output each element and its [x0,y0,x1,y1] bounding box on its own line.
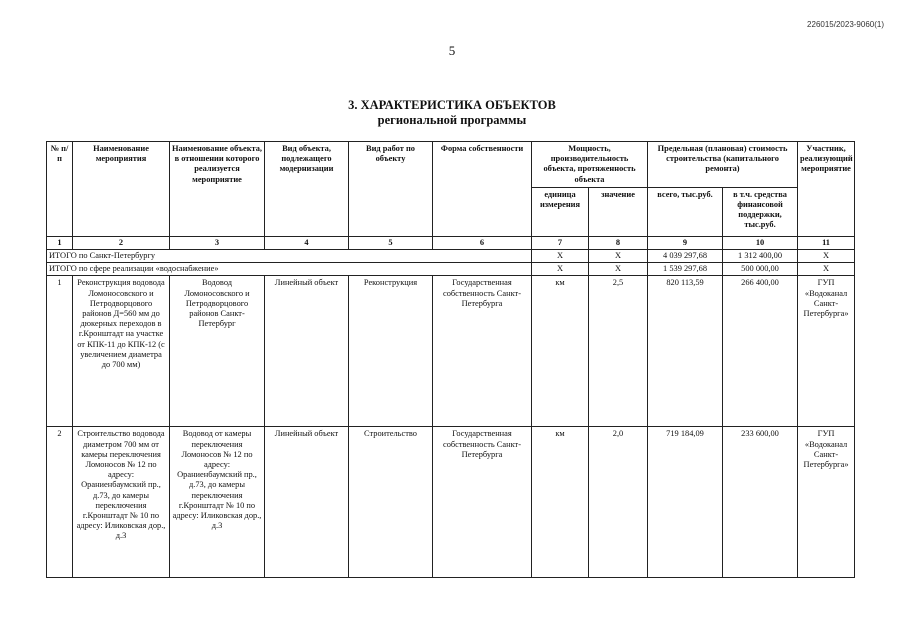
header-object-type: Вид объекта, подлежащего модернизации [265,142,349,237]
row-participant: ГУП «Водоканал Санкт-Петербурга» [798,427,855,578]
row-event: Строительство водовода диаметром 700 мм от камеры переключения Ломоносов № 12 по адресу: Ораниенбаумский пр., д.73, до камеры переключения г.Кронштадт № 10 по адресу: Иликовская дор., д.3 [73,427,170,578]
header-cost: Предельная (плановая) стоимость строительства (капитального ремонта) [648,142,798,188]
col-number: 2 [73,236,170,249]
header-capacity: Мощность, производительность объекта, протяженность объекта [532,142,648,188]
header-object-name: Наименование объекта, в отношении которого реализуется мероприятие [170,142,265,237]
header-total: всего, тыс.руб. [648,187,723,236]
title-line-1: 3. ХАРАКТЕРИСТИКА ОБЪЕКТОВ [348,98,556,112]
document-id: 226015/2023-9060(1) [807,20,884,29]
summary-total: 4 039 297,68 [648,250,723,263]
row-total: 820 113,59 [648,276,723,427]
row-event: Реконструкция водовода Ломоносовского и Петродворцового районов Д=560 мм до дюкерных переходов в г.Кронштадт на участке от КПК-11 до КПК-12 (с увеличением диаметра до 700 мм) [73,276,170,427]
header-participant: Участник, реализующий мероприятие [798,142,855,237]
summary-unit: X [532,250,589,263]
col-number: 10 [723,236,798,249]
row-object-type: Линейный объект [265,276,349,427]
row-support: 233 600,00 [723,427,798,578]
col-number: 8 [589,236,648,249]
row-object: Водовод Ломоносовского и Петродворцового районов Санкт-Петербург [170,276,265,427]
header-ownership: Форма собственности [433,142,532,237]
header-work-type: Вид работ по объекту [349,142,433,237]
row-participant: ГУП «Водоканал Санкт-Петербурга» [798,276,855,427]
row-object: Водовод от камеры переключения Ломоносов № 12 по адресу: Ораниенбаумский пр., д.73, до камеры переключения г.Кронштадт № 10 по адресу: Иликовская дор., д.3 [170,427,265,578]
row-ownership: Государственная собственность Санкт-Петербурга [433,427,532,578]
col-number: 1 [47,236,73,249]
col-number: 6 [433,236,532,249]
summary-unit: X [532,263,589,276]
row-work-type: Строительство [349,427,433,578]
summary-row-city [47,250,855,263]
row-num: 1 [47,276,73,427]
row-unit: км [532,276,589,427]
summary-total: 1 539 297,68 [648,263,723,276]
row-work-type: Реконструкция [349,276,433,427]
header-support: в т.ч. средства финансовой поддержки, тыс.руб. [723,187,798,236]
summary-participant: X [798,263,855,276]
summary-label: ИТОГО по сфере реализации «водоснабжение» [47,263,532,276]
row-value: 2,5 [589,276,648,427]
summary-support: 1 312 400,00 [723,250,798,263]
summary-label: ИТОГО по Санкт-Петербургу [47,250,532,263]
col-number: 9 [648,236,723,249]
col-number: 4 [265,236,349,249]
col-number: 5 [349,236,433,249]
title-line-2: региональной программы [377,113,527,127]
row-num: 2 [47,427,73,578]
column-number-row [47,236,855,249]
header-event-name: Наименование мероприятия [73,142,170,237]
header-num: № п/п [47,142,73,237]
header-unit: единица измерения [532,187,589,236]
header-row-1 [47,142,855,188]
row-ownership: Государственная собственность Санкт-Петербурга [433,276,532,427]
header-value: значение [589,187,648,236]
summary-participant: X [798,250,855,263]
summary-support: 500 000,00 [723,263,798,276]
row-object-type: Линейный объект [265,427,349,578]
table-row [47,276,855,427]
row-unit: км [532,427,589,578]
col-number: 7 [532,236,589,249]
table-row [47,427,855,578]
row-total: 719 184,09 [648,427,723,578]
col-number: 11 [798,236,855,249]
row-value: 2,0 [589,427,648,578]
summary-value: X [589,250,648,263]
col-number: 3 [170,236,265,249]
section-title [0,98,904,128]
row-support: 266 400,00 [723,276,798,427]
summary-row-water [47,263,855,276]
objects-table [46,141,855,578]
page-number: 5 [448,43,456,58]
summary-value: X [589,263,648,276]
